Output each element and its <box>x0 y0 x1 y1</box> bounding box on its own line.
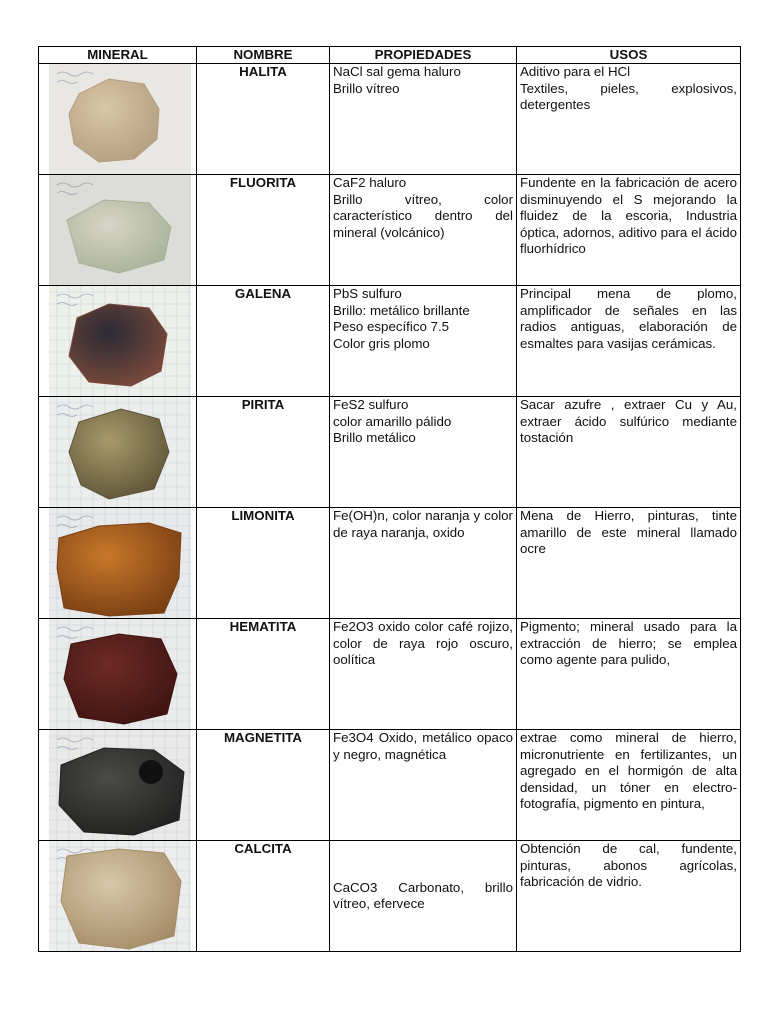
mineral-uses <box>517 730 741 841</box>
header-mineral: MINERAL <box>39 47 197 64</box>
mineral-specimen <box>61 849 181 949</box>
use-line: Textiles, pieles, explosivos, detergentes <box>520 80 737 112</box>
mineral-photo <box>49 397 191 507</box>
mineral-photo-cell <box>39 508 197 619</box>
property-line: Fe(OH)n, color naranja y color de raya naranja, oxido <box>333 508 513 540</box>
use-line: Mena de Hierro, pinturas, tinte amarillo de este mineral llamado ocre <box>520 508 737 556</box>
property-line: Color gris plomo <box>333 335 430 351</box>
mineral-photo <box>49 175 191 285</box>
mineral-specimen <box>69 304 167 386</box>
property-line: Brillo: metálico brillante <box>333 302 470 318</box>
table-row <box>39 508 741 619</box>
property-line: Brillo vítreo <box>333 80 400 96</box>
property-line: Peso específico 7.5 <box>333 319 450 334</box>
mineral-photo-cell <box>39 397 197 508</box>
mineral-properties <box>330 64 517 175</box>
mineral-properties <box>330 730 517 841</box>
mineral-photo <box>49 730 191 840</box>
minerals-table <box>38 46 741 952</box>
mineral-properties <box>330 397 517 508</box>
mineral-uses <box>517 175 741 286</box>
property-line: FeS2 sulfuro <box>333 397 409 412</box>
header-nombre: NOMBRE <box>197 47 330 64</box>
mineral-properties <box>330 508 517 619</box>
use-line: Fundente en la fabricación de acero disminuyendo el S mejorando la fluidez de la escoria, Industria óptica, adornos, aditivo para el ácido fluorhídrico <box>520 175 737 256</box>
mineral-specimen <box>64 634 177 724</box>
mineral-uses <box>517 397 741 508</box>
mineral-name: PIRITA <box>197 397 330 508</box>
mineral-name: MAGNETITA <box>197 730 330 841</box>
table-row <box>39 175 741 286</box>
property-line: CaF2 haluro <box>333 175 407 190</box>
mineral-photo-cell <box>39 64 197 175</box>
property-line: Brillo vítreo, color característico dentro del mineral (volcánico) <box>333 191 513 240</box>
use-line: Obtención de cal, fundente, pinturas, abonos agrícolas, fabricación de vidrio. <box>520 841 737 889</box>
property-line: CaCO3 Carbonato, brillo vítreo, efervece <box>333 879 513 911</box>
mineral-photo <box>49 841 191 951</box>
header-row <box>39 47 741 64</box>
use-line: extrae como mineral de hierro, micronutriente en fertilizantes, un agregado en el hormigón de alta densidad, un tóner en electro-fotografía, pigmento en pintura, <box>520 730 737 811</box>
table-row <box>39 397 741 508</box>
use-line: Pigmento; mineral usado para la extracción de hierro; se emplea como agente para pulido, <box>520 619 737 667</box>
table-row <box>39 64 741 175</box>
property-line: Fe3O4 Oxido, metálico opaco y negro, magnética <box>333 730 513 762</box>
table-row <box>39 730 741 841</box>
table-row <box>39 841 741 952</box>
mineral-name: HALITA <box>197 64 330 175</box>
mineral-properties <box>330 619 517 730</box>
use-line: Principal mena de plomo, amplificador de señales en las radios antiguas, elaboración de esmaltes para vasijas cerámicas. <box>520 286 737 351</box>
mineral-photo-cell <box>39 841 197 952</box>
header-propiedades: PROPIEDADES <box>330 47 517 64</box>
magnet <box>139 760 163 784</box>
mineral-name: CALCITA <box>197 841 330 952</box>
mineral-photo <box>49 619 191 729</box>
mineral-properties <box>330 286 517 397</box>
mineral-photo <box>49 286 191 396</box>
mineral-uses <box>517 841 741 952</box>
table-row <box>39 286 741 397</box>
mineral-uses <box>517 619 741 730</box>
mineral-photo-cell <box>39 730 197 841</box>
property-line: Fe2O3 oxido color café rojizo, color de raya rojo oscuro, oolítica <box>333 619 513 667</box>
mineral-photo-cell <box>39 175 197 286</box>
mineral-name: LIMONITA <box>197 508 330 619</box>
property-line: Brillo metálico <box>333 430 416 445</box>
mineral-name: HEMATITA <box>197 619 330 730</box>
mineral-photo-cell <box>39 619 197 730</box>
property-line: PbS sulfuro <box>333 286 402 301</box>
header-usos: USOS <box>517 47 741 64</box>
mineral-photo <box>49 508 191 618</box>
property-line: NaCl sal gema haluro <box>333 64 461 79</box>
mineral-uses <box>517 64 741 175</box>
use-line: Sacar azufre , extraer Cu y Au, extraer ácido sulfúrico mediante tostación <box>520 397 737 445</box>
mineral-properties <box>330 175 517 286</box>
use-line: Aditivo para el HCl <box>520 64 631 79</box>
mineral-specimen <box>57 523 181 616</box>
table-row <box>39 619 741 730</box>
mineral-name: GALENA <box>197 286 330 397</box>
mineral-properties <box>330 841 517 952</box>
property-line: color amarillo pálido <box>333 413 452 429</box>
mineral-photo <box>49 64 191 174</box>
mineral-uses <box>517 508 741 619</box>
mineral-name: FLUORITA <box>197 175 330 286</box>
mineral-specimen <box>69 409 169 499</box>
mineral-photo-cell <box>39 286 197 397</box>
mineral-uses <box>517 286 741 397</box>
mineral-specimen <box>59 748 184 835</box>
